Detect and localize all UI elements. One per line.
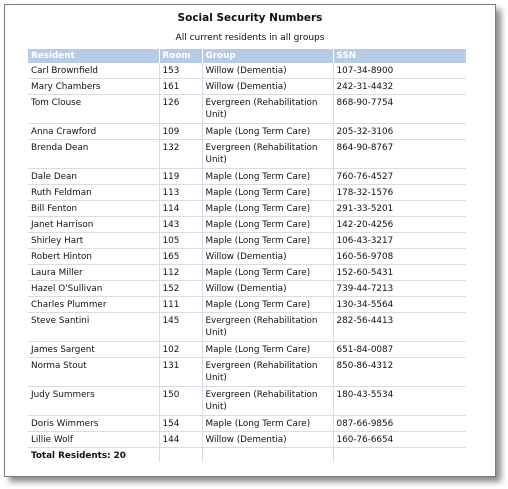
cell-resident: Steve Santini	[28, 313, 159, 342]
cell-group: Willow (Dementia)	[202, 79, 333, 95]
cell-resident: Ruth Feldman	[28, 185, 159, 201]
table-row	[28, 233, 466, 249]
cell-ssn: 106-43-3217	[333, 233, 466, 249]
cell-ssn: 160-56-9708	[333, 249, 466, 265]
residents-table	[28, 49, 466, 462]
report-title: Social Security Numbers	[177, 12, 323, 24]
cell-resident: Brenda Dean	[28, 140, 159, 169]
cell-room: 143	[159, 217, 202, 233]
table-row	[28, 416, 466, 432]
cell-group: Maple (Long Term Care)	[202, 342, 333, 358]
cell-resident: Anna Crawford	[28, 124, 159, 140]
cell-ssn: 180-43-5534	[333, 387, 466, 416]
table-row	[28, 79, 466, 95]
cell-group: Maple (Long Term Care)	[202, 217, 333, 233]
cell-group: Maple (Long Term Care)	[202, 124, 333, 140]
cell-ssn: 152-60-5431	[333, 265, 466, 281]
cell-resident: Dale Dean	[28, 169, 159, 185]
table-row	[28, 63, 466, 79]
table-row	[28, 169, 466, 185]
cell-ssn: 160-76-6654	[333, 432, 466, 448]
total-row	[28, 448, 466, 463]
cell-ssn: 868-90-7754	[333, 95, 466, 124]
cell-resident: Carl Brownfield	[28, 63, 159, 79]
cell-resident: Bill Fenton	[28, 201, 159, 217]
table-row	[28, 297, 466, 313]
table-row	[28, 124, 466, 140]
table-row	[28, 432, 466, 448]
cell-group: Maple (Long Term Care)	[202, 169, 333, 185]
report-subtitle: All current residents in all groups	[175, 33, 325, 43]
cell-room: 111	[159, 297, 202, 313]
total-empty-cell	[333, 448, 466, 463]
cell-ssn: 760-76-4527	[333, 169, 466, 185]
cell-room: 152	[159, 281, 202, 297]
table-row	[28, 387, 466, 416]
cell-resident: Janet Harrison	[28, 217, 159, 233]
cell-room: 112	[159, 265, 202, 281]
cell-ssn: 178-32-1576	[333, 185, 466, 201]
cell-group: Evergreen (Rehabilitation Unit)	[202, 358, 333, 387]
cell-resident: James Sargent	[28, 342, 159, 358]
table-row	[28, 185, 466, 201]
cell-group: Willow (Dementia)	[202, 63, 333, 79]
table-row	[28, 201, 466, 217]
table-row	[28, 342, 466, 358]
cell-ssn: 291-33-5201	[333, 201, 466, 217]
cell-room: 161	[159, 79, 202, 95]
cell-room: 109	[159, 124, 202, 140]
cell-group: Willow (Dementia)	[202, 432, 333, 448]
cell-resident: Robert Hinton	[28, 249, 159, 265]
cell-room: 150	[159, 387, 202, 416]
cell-resident: Tom Clouse	[28, 95, 159, 124]
cell-group: Maple (Long Term Care)	[202, 201, 333, 217]
cell-room: 105	[159, 233, 202, 249]
total-empty-cell	[202, 448, 333, 463]
column-header-ssn: SSN	[333, 49, 466, 63]
cell-room: 102	[159, 342, 202, 358]
cell-room: 119	[159, 169, 202, 185]
cell-room: 145	[159, 313, 202, 342]
cell-group: Evergreen (Rehabilitation Unit)	[202, 313, 333, 342]
column-header-resident: Resident	[28, 49, 159, 63]
cell-room: 165	[159, 249, 202, 265]
cell-room: 114	[159, 201, 202, 217]
table-row	[28, 281, 466, 297]
cell-group: Maple (Long Term Care)	[202, 297, 333, 313]
cell-ssn: 850-86-4312	[333, 358, 466, 387]
table-row	[28, 265, 466, 281]
cell-resident: Hazel O'Sullivan	[28, 281, 159, 297]
cell-ssn: 864-90-8767	[333, 140, 466, 169]
cell-resident: Norma Stout	[28, 358, 159, 387]
cell-resident: Charles Plummer	[28, 297, 159, 313]
cell-resident: Laura Miller	[28, 265, 159, 281]
total-residents-label: Total Residents: 20	[28, 448, 159, 463]
cell-group: Evergreen (Rehabilitation Unit)	[202, 387, 333, 416]
cell-room: 154	[159, 416, 202, 432]
cell-ssn: 087-66-9856	[333, 416, 466, 432]
table-row	[28, 140, 466, 169]
table-row	[28, 95, 466, 124]
cell-ssn: 205-32-3106	[333, 124, 466, 140]
total-empty-cell	[159, 448, 202, 463]
cell-room: 153	[159, 63, 202, 79]
cell-group: Maple (Long Term Care)	[202, 416, 333, 432]
cell-resident: Lillie Wolf	[28, 432, 159, 448]
cell-ssn: 282-56-4413	[333, 313, 466, 342]
cell-ssn: 651-84-0087	[333, 342, 466, 358]
cell-resident: Shirley Hart	[28, 233, 159, 249]
cell-group: Willow (Dementia)	[202, 281, 333, 297]
table-row	[28, 249, 466, 265]
cell-resident: Mary Chambers	[28, 79, 159, 95]
table-header-row	[28, 49, 466, 63]
table-row	[28, 313, 466, 342]
column-header-group: Group	[202, 49, 333, 63]
cell-room: 131	[159, 358, 202, 387]
report-page	[4, 4, 496, 477]
cell-ssn: 142-20-4256	[333, 217, 466, 233]
cell-room: 126	[159, 95, 202, 124]
cell-ssn: 242-31-4432	[333, 79, 466, 95]
cell-resident: Judy Summers	[28, 387, 159, 416]
cell-group: Maple (Long Term Care)	[202, 233, 333, 249]
cell-room: 132	[159, 140, 202, 169]
cell-group: Maple (Long Term Care)	[202, 265, 333, 281]
cell-group: Evergreen (Rehabilitation Unit)	[202, 140, 333, 169]
cell-room: 113	[159, 185, 202, 201]
cell-group: Evergreen (Rehabilitation Unit)	[202, 95, 333, 124]
cell-room: 144	[159, 432, 202, 448]
table-row	[28, 358, 466, 387]
column-header-room: Room	[159, 49, 202, 63]
cell-group: Willow (Dementia)	[202, 249, 333, 265]
cell-group: Maple (Long Term Care)	[202, 185, 333, 201]
cell-ssn: 739-44-7213	[333, 281, 466, 297]
cell-ssn: 130-34-5564	[333, 297, 466, 313]
cell-resident: Doris Wimmers	[28, 416, 159, 432]
table-row	[28, 217, 466, 233]
cell-ssn: 107-34-8900	[333, 63, 466, 79]
